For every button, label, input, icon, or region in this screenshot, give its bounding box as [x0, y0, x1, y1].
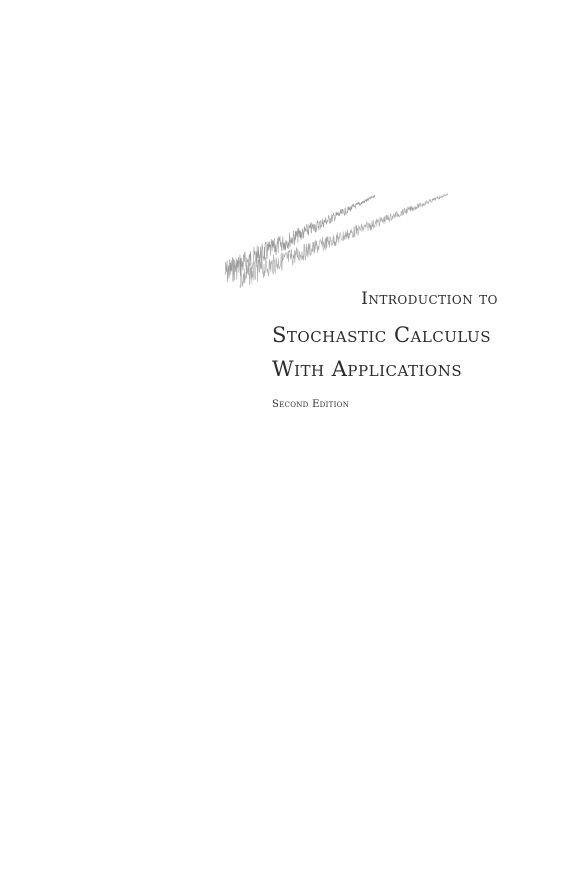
book-title-block: [272, 288, 562, 412]
brownian-motion-decoration: [220, 188, 455, 298]
random-walk-path-upper: [240, 193, 448, 288]
title-line-stochastic-calculus: Stochastic Calculus: [272, 323, 491, 347]
title-line-introduction: Introduction to: [361, 289, 498, 309]
edition-label: Second Edition: [272, 399, 350, 410]
title-line-with-applications: With Applications: [272, 357, 463, 381]
